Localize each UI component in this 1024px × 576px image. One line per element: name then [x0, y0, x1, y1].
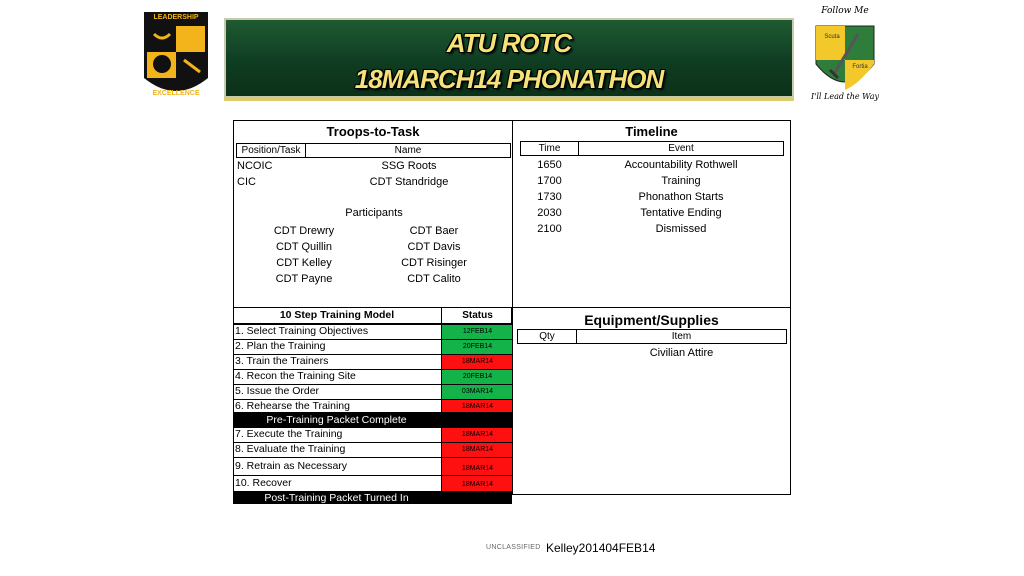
- leadership-excellence-emblem: [140, 8, 212, 104]
- step-status: 20FEB14: [441, 370, 513, 384]
- event-header: Event: [578, 141, 784, 156]
- table-row: [233, 354, 512, 369]
- troops-to-task-panel: [233, 120, 513, 308]
- table-row: [233, 324, 512, 339]
- emblem-motto-bottom: I'll Lead the Way: [811, 92, 879, 101]
- equipment-supplies-panel: [512, 307, 791, 495]
- emblem-top-text: LEADERSHIP: [153, 14, 199, 21]
- step-status: 18MAR14: [441, 400, 513, 413]
- step-label: 7. Execute the Training: [235, 428, 343, 440]
- time-cell: 1730: [537, 191, 562, 203]
- pre-training-packet-label: Pre-Training Packet Complete: [266, 414, 407, 426]
- step-label: 3. Train the Trainers: [235, 355, 329, 367]
- timeline-title: Timeline: [625, 124, 678, 139]
- shield-right-text: Fortia: [852, 64, 868, 70]
- troops-title: Troops-to-Task: [326, 124, 420, 139]
- name-header: Name: [305, 143, 511, 158]
- position-header: Position/Task: [236, 143, 306, 158]
- step-status: 12FEB14: [441, 325, 513, 339]
- post-training-packet-label: Post-Training Packet Turned In: [264, 492, 409, 504]
- participant: CDT Kelley: [276, 257, 332, 269]
- equipment-title: Equipment/Supplies: [584, 312, 719, 328]
- step-label: 5. Issue the Order: [235, 385, 320, 397]
- participant: CDT Calito: [407, 273, 461, 285]
- participant: CDT Payne: [275, 273, 333, 285]
- time-header: Time: [520, 141, 579, 156]
- event-cell: Training: [661, 175, 701, 187]
- step-label: 9. Retrain as Necessary: [235, 460, 348, 472]
- qty-header: Qty: [517, 329, 577, 344]
- step-status: 03MAR14: [441, 385, 513, 399]
- pre-training-packet-row: [233, 412, 512, 427]
- status-header: Status: [441, 308, 513, 323]
- time-cell: 2030: [537, 207, 562, 219]
- name-cell: CDT Standridge: [369, 176, 449, 188]
- step-label: 1. Select Training Objectives: [235, 325, 369, 337]
- step-status: 20FEB14: [441, 340, 513, 354]
- event-cell: Phonathon Starts: [638, 191, 724, 203]
- participant: CDT Quillin: [275, 241, 333, 253]
- event-cell: Tentative Ending: [640, 207, 722, 219]
- step-status: 18MAR14: [441, 476, 513, 491]
- step-status: 18MAR14: [441, 458, 513, 475]
- training-model-table: [233, 307, 513, 504]
- emblem-motto-top: Follow Me: [821, 6, 869, 16]
- shield-left-text: Scuta: [824, 34, 840, 40]
- item-cell: Civilian Attire: [649, 347, 714, 359]
- follow-me-emblem: [804, 4, 886, 108]
- table-row: [233, 369, 512, 384]
- table-row: [233, 457, 512, 475]
- table-row: [233, 384, 512, 399]
- time-cell: 1700: [537, 175, 562, 187]
- training-model-title: 10 Step Training Model: [279, 309, 395, 321]
- page-title: ATU ROTC: [446, 28, 572, 58]
- step-label: 8. Evaluate the Training: [235, 443, 346, 455]
- page-subtitle: 18MARCH14 PHONATHON: [354, 64, 664, 94]
- time-cell: 1650: [537, 159, 562, 171]
- table-row: [233, 427, 512, 442]
- table-row: [233, 399, 512, 413]
- step-label: 2. Plan the Training: [235, 340, 326, 352]
- position-cell: CIC: [237, 176, 256, 188]
- participant: CDT Davis: [407, 241, 461, 253]
- name-cell: SSG Roots: [381, 160, 437, 172]
- item-header: Item: [576, 329, 787, 344]
- time-cell: 2100: [537, 223, 562, 235]
- classification-label: UNCLASSIFIED: [486, 544, 541, 551]
- training-model-header-row: [233, 307, 512, 324]
- participant: CDT Risinger: [401, 257, 467, 269]
- document-id: Kelley201404FEB14: [546, 541, 656, 555]
- participant: CDT Baer: [409, 225, 459, 237]
- position-cell: NCOIC: [237, 160, 273, 172]
- participants-label: Participants: [345, 207, 403, 219]
- table-row: [233, 442, 512, 457]
- step-status: 18MAR14: [441, 428, 513, 442]
- event-cell: Dismissed: [655, 223, 707, 235]
- step-status: 18MAR14: [441, 443, 513, 457]
- step-label: 10. Recover: [235, 477, 292, 489]
- post-training-packet-row: [233, 491, 512, 504]
- step-status: 18MAR14: [441, 355, 513, 369]
- table-row: [233, 475, 512, 491]
- emblem-bottom-text: EXCELLENCE: [152, 90, 200, 97]
- participant: CDT Drewry: [273, 225, 335, 237]
- step-label: 6. Rehearse the Training: [235, 400, 350, 412]
- event-cell: Accountability Rothwell: [624, 159, 738, 171]
- table-row: [233, 339, 512, 354]
- timeline-panel: [512, 120, 791, 308]
- step-label: 4. Recon the Training Site: [235, 370, 356, 382]
- title-banner: [224, 18, 794, 98]
